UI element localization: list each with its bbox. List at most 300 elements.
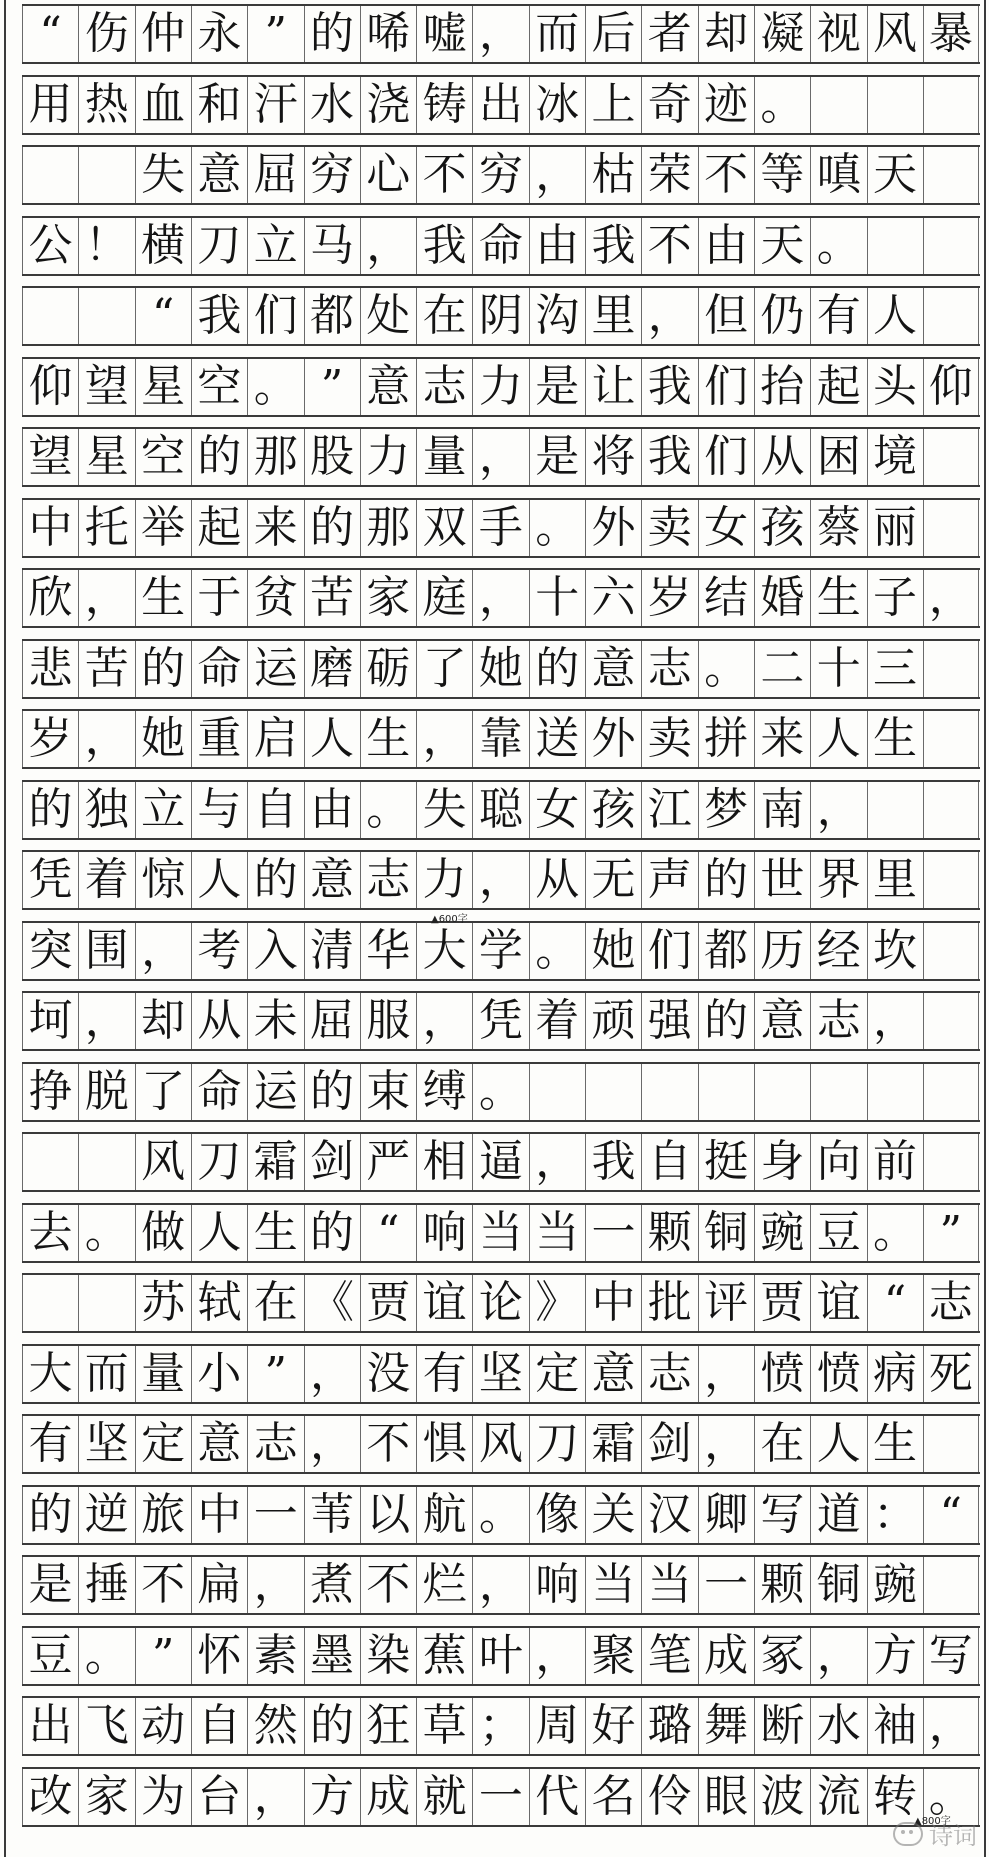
grid-cell: 从 <box>191 993 247 1049</box>
grid-cell: 孩 <box>754 500 810 556</box>
grid-cell: 逆 <box>78 1487 134 1543</box>
grid-cell: 志 <box>416 359 472 415</box>
grid-cell: 热 <box>78 77 134 133</box>
grid-row <box>22 921 980 981</box>
grid-cell <box>867 1064 923 1120</box>
grid-cell: 有 <box>810 288 866 344</box>
grid-cell: 狂 <box>360 1698 416 1754</box>
grid-cell: 生 <box>135 570 191 626</box>
grid-cell: 血 <box>135 77 191 133</box>
grid-cell: ， <box>810 782 866 838</box>
grid-cell: 从 <box>529 852 585 908</box>
grid-cell: 结 <box>698 570 754 626</box>
grid-cell: 学 <box>472 923 528 979</box>
grid-cell: 仍 <box>754 288 810 344</box>
grid-cell: 欣 <box>22 570 78 626</box>
grid-cell: 送 <box>529 711 585 767</box>
grid-cell: 写 <box>754 1487 810 1543</box>
grid-cell: 贫 <box>247 570 303 626</box>
grid-cell: 》 <box>529 1275 585 1331</box>
grid-cell: ” <box>923 1205 979 1261</box>
grid-cell: 人 <box>191 852 247 908</box>
grid-cell <box>923 1416 979 1472</box>
grid-cell: 前 <box>867 1134 923 1190</box>
grid-cell: 苇 <box>304 1487 360 1543</box>
grid-row <box>22 709 980 769</box>
grid-cell: ， <box>472 570 528 626</box>
grid-cell: ： <box>867 1487 923 1543</box>
grid-row <box>22 1626 980 1686</box>
grid-cell: 三 <box>867 641 923 697</box>
grid-cell: 命 <box>191 641 247 697</box>
grid-cell: 在 <box>754 1416 810 1472</box>
grid-cell: 无 <box>585 852 641 908</box>
grid-cell: 挣 <box>22 1064 78 1120</box>
grid-cell: 是 <box>22 1557 78 1613</box>
grid-cell: 服 <box>360 993 416 1049</box>
grid-cell: 女 <box>698 500 754 556</box>
grid-cell: 刀 <box>191 1134 247 1190</box>
grid-cell: 定 <box>135 1416 191 1472</box>
grid-cell: 的 <box>304 1064 360 1120</box>
grid-cell <box>78 1134 134 1190</box>
grid-cell: 马 <box>304 218 360 274</box>
grid-cell: 而 <box>529 6 585 62</box>
grid-cell: 剑 <box>304 1134 360 1190</box>
grid-cell: 仰 <box>923 359 979 415</box>
grid-cell: 颗 <box>641 1205 697 1261</box>
grid-cell: 外 <box>585 711 641 767</box>
grid-cell: 和 <box>191 77 247 133</box>
grid-cell: 铜 <box>698 1205 754 1261</box>
grid-cell: ； <box>472 1698 528 1754</box>
grid-cell: 天 <box>867 147 923 203</box>
grid-cell: 一 <box>247 1487 303 1543</box>
grid-cell: 。 <box>472 1487 528 1543</box>
grid-row <box>22 75 980 135</box>
grid-cell <box>923 923 979 979</box>
grid-cell: 志 <box>641 1346 697 1402</box>
grid-cell: 方 <box>304 1769 360 1825</box>
grid-cell: 挺 <box>698 1134 754 1190</box>
grid-cell: 出 <box>22 1698 78 1754</box>
grid-cell: 卖 <box>641 500 697 556</box>
grid-cell: 暴 <box>923 6 979 62</box>
grid-cell: 不 <box>698 147 754 203</box>
grid-cell: 的 <box>529 641 585 697</box>
grid-cell: 量 <box>416 429 472 485</box>
grid-cell: 力 <box>360 429 416 485</box>
grid-cell: 响 <box>529 1557 585 1613</box>
grid-cell: 风 <box>472 1416 528 1472</box>
grid-cell <box>585 1064 641 1120</box>
grid-cell: 但 <box>698 288 754 344</box>
grid-cell: ” <box>135 1628 191 1684</box>
grid-cell: 立 <box>135 782 191 838</box>
grid-cell: 一 <box>698 1557 754 1613</box>
grid-cell: 界 <box>810 852 866 908</box>
grid-row <box>22 286 980 346</box>
grid-cell: 当 <box>472 1205 528 1261</box>
grid-cell: 墨 <box>304 1628 360 1684</box>
grid-cell: 是 <box>529 359 585 415</box>
grid-cell: 身 <box>754 1134 810 1190</box>
grid-cell: “ <box>923 1487 979 1543</box>
grid-cell: 们 <box>698 429 754 485</box>
grid-cell: 境 <box>867 429 923 485</box>
grid-cell: 伶 <box>641 1769 697 1825</box>
grid-cell: 意 <box>360 359 416 415</box>
grid-cell: ” <box>304 359 360 415</box>
grid-cell: 丽 <box>867 500 923 556</box>
grid-cell: 断 <box>754 1698 810 1754</box>
watermark-text: 诗词 <box>929 1822 977 1850</box>
grid-cell: 台 <box>191 1769 247 1825</box>
grid-cell: 的 <box>191 429 247 485</box>
grid-cell: 愤 <box>810 1346 866 1402</box>
grid-cell: 的 <box>698 993 754 1049</box>
grid-cell: 冰 <box>529 77 585 133</box>
grid-cell: 批 <box>641 1275 697 1331</box>
grid-cell: 志 <box>641 641 697 697</box>
grid-cell: 死 <box>923 1346 979 1402</box>
grid-cell: 了 <box>135 1064 191 1120</box>
grid-cell: 卖 <box>641 711 697 767</box>
grid-cell <box>923 218 979 274</box>
grid-cell: 蔡 <box>810 500 866 556</box>
grid-cell: 双 <box>416 500 472 556</box>
grid-cell: 转 <box>867 1769 923 1825</box>
grid-cell: 上 <box>585 77 641 133</box>
grid-cell: ， <box>416 711 472 767</box>
grid-cell: 相 <box>416 1134 472 1190</box>
grid-cell: ， <box>304 1346 360 1402</box>
grid-cell: 托 <box>78 500 134 556</box>
grid-cell: 经 <box>810 923 866 979</box>
grid-cell: 让 <box>585 359 641 415</box>
grid-cell <box>923 1134 979 1190</box>
grid-cell: 苦 <box>304 570 360 626</box>
grid-cell: 小 <box>191 1346 247 1402</box>
grid-cell: ， <box>529 1134 585 1190</box>
grid-cell: 流 <box>810 1769 866 1825</box>
grid-cell: 《 <box>304 1275 360 1331</box>
grid-cell: 成 <box>698 1628 754 1684</box>
grid-cell: 染 <box>360 1628 416 1684</box>
grid-cell: 谊 <box>810 1275 866 1331</box>
grid-cell: 豌 <box>867 1557 923 1613</box>
grid-cell: 煮 <box>304 1557 360 1613</box>
grid-cell: 霜 <box>247 1134 303 1190</box>
word-count-marker-800: ▲800字 <box>914 1816 951 1827</box>
grid-cell: 岁 <box>22 711 78 767</box>
grid-cell: 坎 <box>867 923 923 979</box>
grid-cell: 。 <box>472 1064 528 1120</box>
grid-cell: 关 <box>585 1487 641 1543</box>
grid-cell: 的 <box>304 1205 360 1261</box>
grid-cell: 靠 <box>472 711 528 767</box>
grid-cell: 风 <box>867 6 923 62</box>
grid-cell: 奇 <box>641 77 697 133</box>
grid-cell: 风 <box>135 1134 191 1190</box>
grid-cell: 等 <box>754 147 810 203</box>
grid-cell: 空 <box>135 429 191 485</box>
grid-cell: 然 <box>247 1698 303 1754</box>
grid-cell: 失 <box>135 147 191 203</box>
grid-cell: 生 <box>867 711 923 767</box>
grid-row <box>22 427 980 487</box>
grid-cell: 家 <box>78 1769 134 1825</box>
grid-cell: 枯 <box>585 147 641 203</box>
grid-cell: 成 <box>360 1769 416 1825</box>
grid-cell: 聪 <box>472 782 528 838</box>
grid-cell: 谊 <box>416 1275 472 1331</box>
grid-cell: 在 <box>247 1275 303 1331</box>
grid-cell: 生 <box>360 711 416 767</box>
grid-row <box>22 780 980 840</box>
grid-cell: ， <box>698 1346 754 1402</box>
grid-cell: 立 <box>247 218 303 274</box>
grid-cell: 十 <box>529 570 585 626</box>
grid-cell: 悲 <box>22 641 78 697</box>
grid-cell: ， <box>472 429 528 485</box>
grid-cell: 人 <box>867 288 923 344</box>
grid-cell: 穷 <box>304 147 360 203</box>
grid-cell: 愤 <box>754 1346 810 1402</box>
grid-cell: 我 <box>585 218 641 274</box>
grid-cell: 。 <box>360 782 416 838</box>
grid-cell <box>810 1064 866 1120</box>
grid-cell: 中 <box>585 1275 641 1331</box>
page-left-border <box>4 0 6 1857</box>
grid-cell: 未 <box>247 993 303 1049</box>
grid-cell: ， <box>641 288 697 344</box>
grid-cell: 里 <box>867 852 923 908</box>
grid-cell: 飞 <box>78 1698 134 1754</box>
grid-cell: ， <box>698 1416 754 1472</box>
grid-cell: 颗 <box>754 1557 810 1613</box>
grid-cell: 名 <box>585 1769 641 1825</box>
grid-cell: 砺 <box>360 641 416 697</box>
grid-cell: 不 <box>360 1416 416 1472</box>
grid-cell: 轼 <box>191 1275 247 1331</box>
grid-cell: 怀 <box>191 1628 247 1684</box>
grid-cell: 手 <box>472 500 528 556</box>
grid-cell: 旅 <box>135 1487 191 1543</box>
grid-cell: 刀 <box>191 218 247 274</box>
grid-cell: 当 <box>585 1557 641 1613</box>
grid-cell: 磨 <box>304 641 360 697</box>
grid-cell: 由 <box>529 218 585 274</box>
grid-cell: ， <box>472 1557 528 1613</box>
grid-cell: ， <box>304 1416 360 1472</box>
grid-cell: 里 <box>585 288 641 344</box>
grid-cell: 横 <box>135 218 191 274</box>
grid-cell: 举 <box>135 500 191 556</box>
grid-cell <box>923 429 979 485</box>
grid-cell <box>78 1275 134 1331</box>
grid-row <box>22 4 980 64</box>
grid-cell: 声 <box>641 852 697 908</box>
grid-cell: 独 <box>78 782 134 838</box>
grid-row <box>22 1344 980 1404</box>
grid-cell: 不 <box>416 147 472 203</box>
grid-cell: ， <box>529 1628 585 1684</box>
grid-row <box>22 1414 980 1474</box>
grid-cell: 卿 <box>698 1487 754 1543</box>
grid-cell: 聚 <box>585 1628 641 1684</box>
grid-row <box>22 216 980 276</box>
grid-cell: 命 <box>472 218 528 274</box>
grid-cell: 考 <box>191 923 247 979</box>
grid-cell: ， <box>472 852 528 908</box>
grid-cell: 豆 <box>810 1205 866 1261</box>
grid-cell: 刀 <box>529 1416 585 1472</box>
grid-cell <box>867 77 923 133</box>
grid-cell: 她 <box>585 923 641 979</box>
grid-cell: 自 <box>641 1134 697 1190</box>
grid-cell: 凝 <box>754 6 810 62</box>
grid-cell: 有 <box>416 1346 472 1402</box>
grid-cell: 的 <box>247 852 303 908</box>
grid-cell: 而 <box>78 1346 134 1402</box>
grid-cell: 的 <box>22 1487 78 1543</box>
grid-cell: 。 <box>698 641 754 697</box>
grid-cell: “ <box>135 288 191 344</box>
grid-cell <box>923 782 979 838</box>
grid-row <box>22 1555 980 1615</box>
grid-cell: 伤 <box>78 6 134 62</box>
grid-cell <box>529 1064 585 1120</box>
grid-cell: 从 <box>754 429 810 485</box>
grid-cell: 汗 <box>247 77 303 133</box>
grid-cell: 。 <box>923 1769 979 1825</box>
grid-cell: 方 <box>867 1628 923 1684</box>
grid-cell: ， <box>923 1698 979 1754</box>
grid-cell: 志 <box>923 1275 979 1331</box>
grid-cell <box>923 641 979 697</box>
grid-cell: 严 <box>360 1134 416 1190</box>
grid-cell: 二 <box>754 641 810 697</box>
grid-cell: 了 <box>416 641 472 697</box>
grid-cell: 仰 <box>22 359 78 415</box>
grid-cell: 永 <box>191 6 247 62</box>
grid-cell: 去 <box>22 1205 78 1261</box>
grid-cell: 那 <box>360 500 416 556</box>
grid-cell: 豆 <box>22 1628 78 1684</box>
grid-cell: 们 <box>641 923 697 979</box>
grid-cell: 生 <box>867 1416 923 1472</box>
grid-cell: 意 <box>754 993 810 1049</box>
grid-cell: 当 <box>529 1205 585 1261</box>
grid-cell: ， <box>247 1557 303 1613</box>
grid-cell: 像 <box>529 1487 585 1543</box>
grid-cell: 六 <box>585 570 641 626</box>
grid-cell: 袖 <box>867 1698 923 1754</box>
grid-cell: 改 <box>22 1769 78 1825</box>
grid-cell: 子 <box>867 570 923 626</box>
page-right-border <box>984 0 986 1857</box>
grid-cell: 评 <box>698 1275 754 1331</box>
grid-cell: 烂 <box>416 1557 472 1613</box>
grid-cell: 的 <box>698 852 754 908</box>
grid-row <box>22 1203 980 1263</box>
grid-row <box>22 1767 980 1827</box>
grid-cell: 我 <box>641 429 697 485</box>
grid-cell: 苦 <box>78 641 134 697</box>
grid-cell: 贾 <box>360 1275 416 1331</box>
grid-cell: 铸 <box>416 77 472 133</box>
grid-cell: 婚 <box>754 570 810 626</box>
grid-row <box>22 498 980 558</box>
grid-cell: 有 <box>22 1416 78 1472</box>
grid-cell: 华 <box>360 923 416 979</box>
grid-cell: 的 <box>304 6 360 62</box>
grid-cell: 眼 <box>698 1769 754 1825</box>
grid-cell: 命 <box>191 1064 247 1120</box>
grid-cell: “ <box>22 6 78 62</box>
grid-cell: 人 <box>810 1416 866 1472</box>
grid-cell: 霜 <box>585 1416 641 1472</box>
grid-cell: 起 <box>810 359 866 415</box>
wechat-icon <box>893 1822 923 1846</box>
grid-cell <box>78 288 134 344</box>
grid-cell <box>78 147 134 203</box>
watermark <box>893 1816 977 1851</box>
grid-cell: 波 <box>754 1769 810 1825</box>
grid-cell: 惧 <box>416 1416 472 1472</box>
grid-cell: 豌 <box>754 1205 810 1261</box>
grid-cell: ， <box>78 570 134 626</box>
grid-cell: 清 <box>304 923 360 979</box>
grid-cell: 向 <box>810 1134 866 1190</box>
grid-cell: 荣 <box>641 147 697 203</box>
grid-cell: 我 <box>641 359 697 415</box>
grid-cell: ” <box>247 6 303 62</box>
grid-cell: 意 <box>191 1416 247 1472</box>
grid-cell: 定 <box>529 1346 585 1402</box>
grid-cell: 们 <box>247 288 303 344</box>
grid-cell: ！ <box>78 218 134 274</box>
grid-cell: 望 <box>78 359 134 415</box>
grid-row <box>22 568 980 628</box>
grid-cell: 一 <box>585 1205 641 1261</box>
grid-cell: 缚 <box>416 1064 472 1120</box>
grid-cell: 生 <box>247 1205 303 1261</box>
grid-row <box>22 1485 980 1545</box>
grid-cell: 来 <box>247 500 303 556</box>
grid-cell: 着 <box>529 993 585 1049</box>
grid-cell: 坚 <box>78 1416 134 1472</box>
grid-cell: 孩 <box>585 782 641 838</box>
grid-cell: 代 <box>529 1769 585 1825</box>
grid-cell: 捶 <box>78 1557 134 1613</box>
grid-cell: 水 <box>304 77 360 133</box>
grid-cell: 叶 <box>472 1628 528 1684</box>
grid-cell: ， <box>529 147 585 203</box>
grid-cell: 岁 <box>641 570 697 626</box>
grid-cell: 却 <box>698 6 754 62</box>
grid-cell: 的 <box>304 500 360 556</box>
grid-cell: 为 <box>135 1769 191 1825</box>
grid-cell: 后 <box>585 6 641 62</box>
grid-cell: 她 <box>472 641 528 697</box>
grid-cell: 启 <box>247 711 303 767</box>
grid-cell: 苏 <box>135 1275 191 1331</box>
grid-cell: 力 <box>416 852 472 908</box>
grid-cell <box>22 1134 78 1190</box>
grid-cell <box>923 1064 979 1120</box>
